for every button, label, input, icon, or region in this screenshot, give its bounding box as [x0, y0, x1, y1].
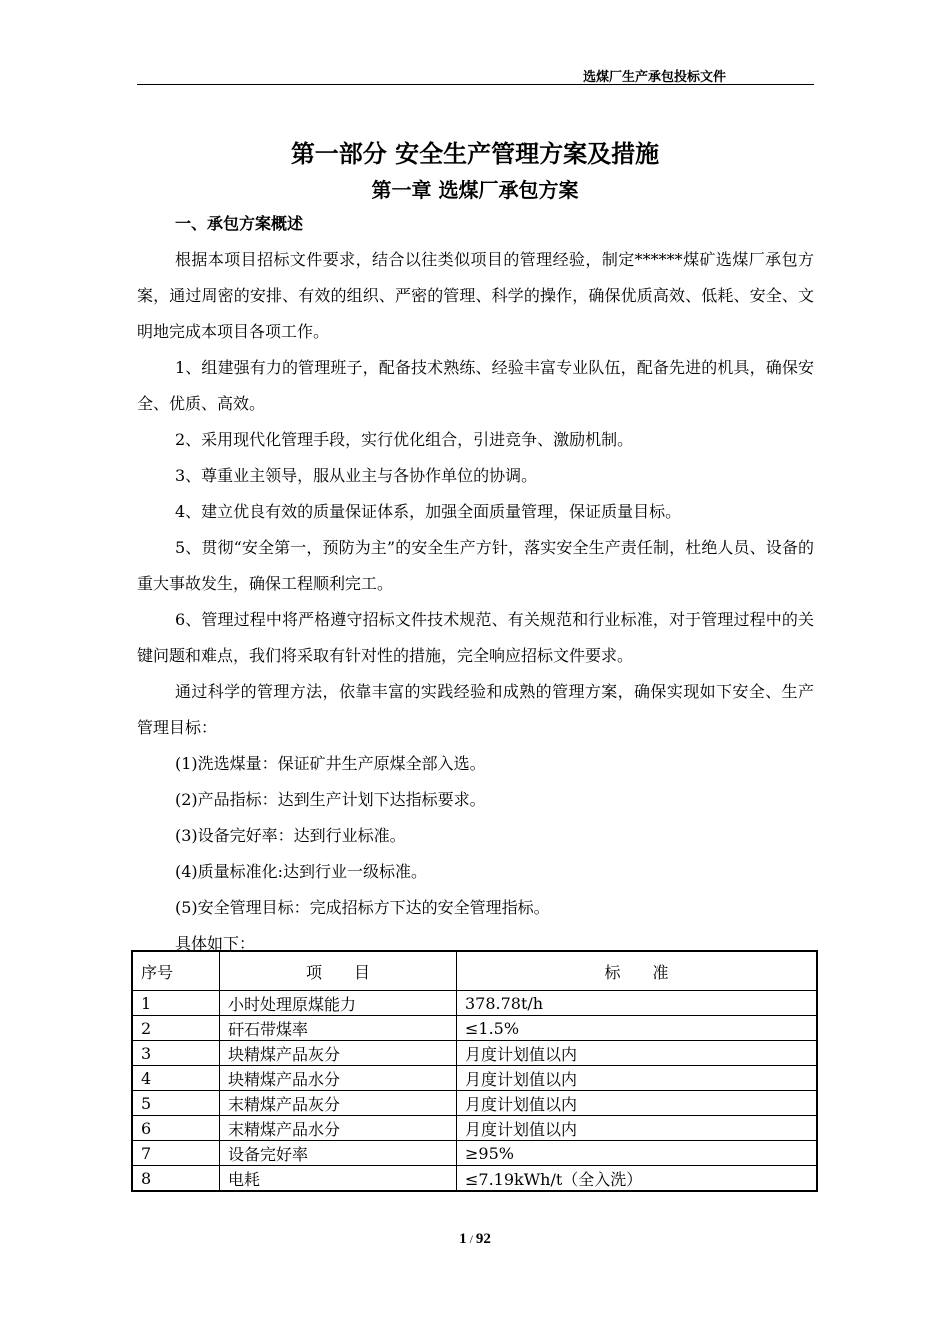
cell-number: 6	[132, 1116, 220, 1141]
table-row	[132, 1066, 817, 1091]
list-item: (3)设备完好率：达到行业标准。	[175, 826, 406, 845]
cell-standard: 月度计划值以内	[457, 1066, 818, 1091]
paragraph: 2、采用现代化管理手段，实行优化组合，引进竞争、激励机制。	[175, 430, 634, 449]
list-item: (4)质量标准化:达到行业一级标准。	[175, 862, 428, 881]
table-row	[132, 991, 817, 1016]
cell-number: 2	[132, 1016, 220, 1041]
cell-item: 末精煤产品水分	[220, 1116, 457, 1141]
targets-table	[131, 950, 818, 1192]
cell-standard: ≤1.5%	[457, 1016, 818, 1041]
cell-number: 3	[132, 1041, 220, 1066]
page-header	[137, 62, 814, 85]
table-row	[132, 1116, 817, 1141]
table-header-row	[132, 951, 817, 991]
header-cell-standard: 标 准	[457, 951, 818, 991]
paragraph: 4、建立优良有效的质量保证体系，加强全面质量管理，保证质量目标。	[175, 502, 682, 521]
cell-number: 5	[132, 1091, 220, 1116]
paragraph: 3、尊重业主领导，服从业主与各协作单位的协调。	[175, 466, 538, 485]
paragraph: 5、贯彻“安全第一，预防为主”的安全生产方针，落实安全生产责任制，杜绝人员、设备的重大事故发生，确保工程顺利完工。	[137, 538, 814, 593]
cell-standard: 月度计划值以内	[457, 1091, 818, 1116]
table-row	[132, 1041, 817, 1066]
table-row	[132, 1016, 817, 1041]
chapter-title: 第一章 选煤厂承包方案	[371, 178, 579, 202]
paragraph: 通过科学的管理方法，依靠丰富的实践经验和成熟的管理方案，确保实现如下安全、生产管理目标：	[137, 682, 814, 737]
cell-standard: 月度计划值以内	[457, 1116, 818, 1141]
header-cell-item: 项 目	[220, 951, 457, 991]
list-item: (5)安全管理目标：完成招标方下达的安全管理指标。	[175, 898, 550, 917]
cell-number: 7	[132, 1141, 220, 1166]
total-pages: 92	[475, 1231, 491, 1247]
section-heading: 一、承包方案概述	[175, 214, 304, 233]
cell-number: 4	[132, 1066, 220, 1091]
paragraph: 1、组建强有力的管理班子，配备技术熟练、经验丰富专业队伍，配备先进的机具，确保安全、优质、高效。	[137, 358, 814, 413]
body-text	[137, 242, 814, 962]
cell-number: 8	[132, 1166, 220, 1192]
table-row	[132, 1166, 817, 1192]
table-row	[132, 1091, 817, 1116]
paragraph: 具体如下：	[175, 934, 256, 953]
cell-item: 小时处理原煤能力	[220, 991, 457, 1016]
cell-item: 块精煤产品灰分	[220, 1041, 457, 1066]
page-number	[0, 1231, 950, 1248]
list-item: (1)洗选煤量：保证矿井生产原煤全部入选。	[175, 754, 486, 773]
cell-standard: ≤7.19kWh/t（全入洗）	[457, 1166, 818, 1192]
paragraph: 根据本项目招标文件要求，结合以往类似项目的管理经验，制定******煤矿选煤厂承包方案，通过周密的安排、有效的组织、严密的管理、科学的操作，确保优质高效、低耗、安全、文明地完成本项目各项工作。	[137, 250, 814, 341]
paragraph: 6、管理过程中将严格遵守招标文件技术规范、有关规范和行业标准，对于管理过程中的关键问题和难点，我们将采取有针对性的措施，完全响应招标文件要求。	[137, 610, 814, 665]
cell-item: 块精煤产品水分	[220, 1066, 457, 1091]
cell-item: 设备完好率	[220, 1141, 457, 1166]
cell-standard: 月度计划值以内	[457, 1041, 818, 1066]
document-title: 第一部分 安全生产管理方案及措施	[290, 140, 660, 168]
cell-number: 1	[132, 991, 220, 1016]
cell-item: 矸石带煤率	[220, 1016, 457, 1041]
cell-standard: 378.78t/h	[457, 991, 818, 1016]
page-separator: /	[466, 1232, 476, 1246]
cell-item: 电耗	[220, 1166, 457, 1192]
current-page: 1	[459, 1231, 467, 1247]
list-item: (2)产品指标：达到生产计划下达指标要求。	[175, 790, 486, 809]
table-row	[132, 1141, 817, 1166]
header-text: 选煤厂生产承包投标文件	[582, 70, 726, 85]
cell-item: 末精煤产品灰分	[220, 1091, 457, 1116]
header-cell-number: 序号	[132, 951, 220, 991]
cell-standard: ≥95%	[457, 1141, 818, 1166]
